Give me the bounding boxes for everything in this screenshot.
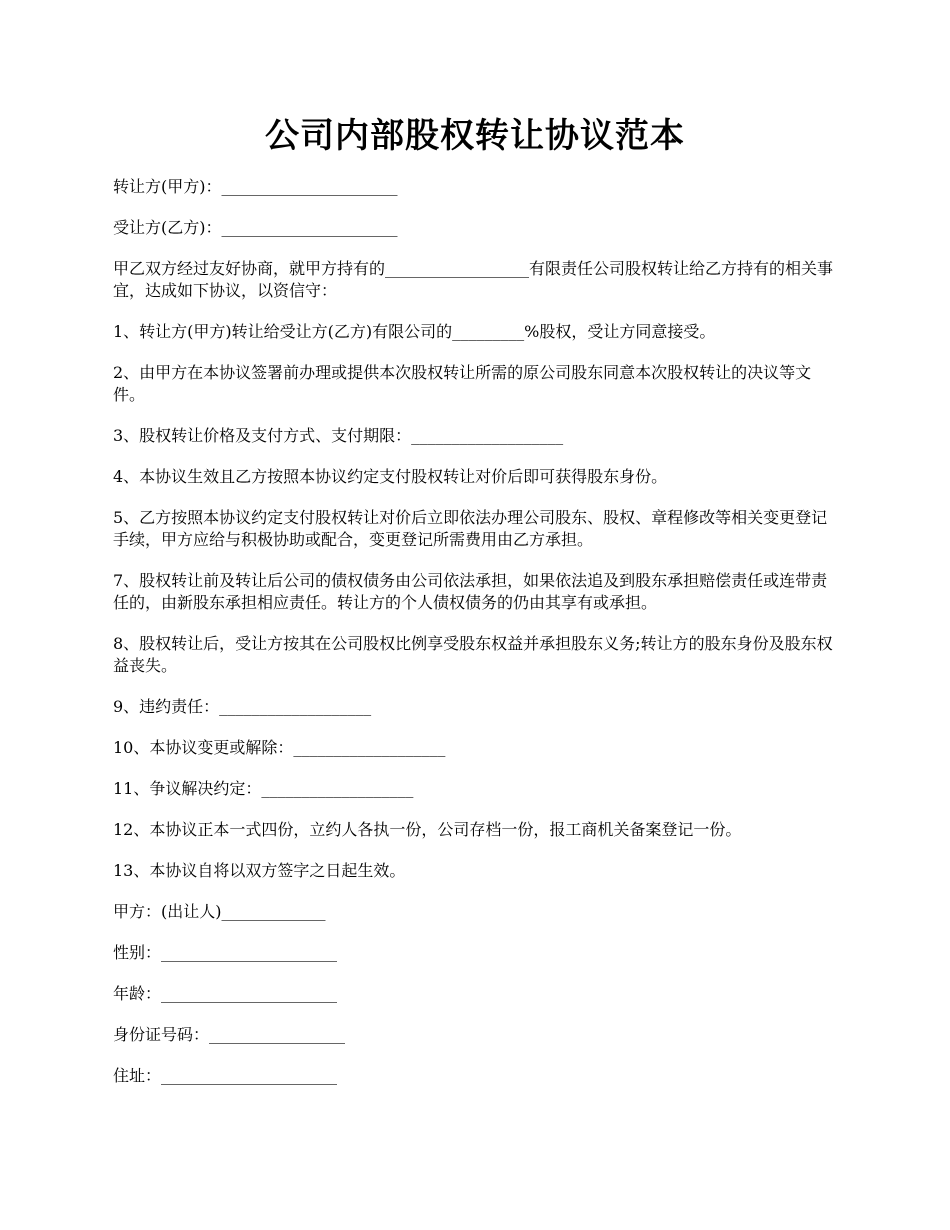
clause-4: 4、本协议生效且乙方按照本协议约定支付股权转让对价后即可获得股东身份。 bbox=[113, 467, 668, 486]
clause-5: 5、乙方按照本协议约定支付股权转让对价后立即依法办理公司股东、股权、章程修改等相关变更登记手续，甲方应给与积极协助或配合，变更登记所需费用由乙方承担。 bbox=[113, 508, 828, 549]
transferor-field: 转让方(甲方)：______________________ bbox=[113, 177, 398, 196]
clause-10: 10、本协议变更或解除：___________________ bbox=[113, 738, 446, 757]
document-title: 公司内部股权转让协议范本 bbox=[265, 116, 685, 156]
document-body bbox=[113, 176, 841, 1106]
clause-3: 3、股权转让价格及支付方式、支付期限：___________________ bbox=[113, 426, 564, 445]
clause-8: 8、股权转让后，受让方按其在公司股权比例享受股东权益并承担股东义务;转让方的股东身份及股东权益丧失。 bbox=[113, 634, 833, 675]
id-number-field: 身份证号码：_________________ bbox=[113, 1025, 346, 1044]
transferee-field: 受让方(乙方)：______________________ bbox=[113, 218, 398, 237]
clause-1: 1、转让方(甲方)转让给受让方(乙方)有限公司的_________%股权，受让方同意接受。 bbox=[113, 322, 716, 341]
party-a-line: 甲方：(出让人)_____________ bbox=[113, 902, 326, 921]
preamble-paragraph: 甲乙双方经过友好协商，就甲方持有的__________________有限责任公司股权转让给乙方持有的相关事宜，达成如下协议，以资信守： bbox=[113, 259, 834, 300]
age-field: 年龄：______________________ bbox=[113, 984, 338, 1003]
clause-7: 7、股权转让前及转让后公司的债权债务由公司依法承担，如果依法追及到股东承担赔偿责任或连带责任的，由新股东承担相应责任。转让方的个人债权债务的仍由其享有或承担。 bbox=[113, 571, 828, 612]
clause-11: 11、争议解决约定：___________________ bbox=[113, 779, 414, 798]
clause-9: 9、违约责任：___________________ bbox=[113, 697, 372, 716]
clause-13: 13、本协议自将以双方签字之日起生效。 bbox=[113, 861, 406, 880]
clause-2: 2、由甲方在本协议签署前办理或提供本次股权转让所需的原公司股东同意本次股权转让的决议等文件。 bbox=[113, 363, 812, 404]
clause-12: 12、本协议正本一式四份，立约人各执一份，公司存档一份，报工商机关备案登记一份。 bbox=[113, 820, 742, 839]
address-field: 住址：______________________ bbox=[113, 1066, 338, 1085]
gender-field: 性别：______________________ bbox=[113, 943, 338, 962]
